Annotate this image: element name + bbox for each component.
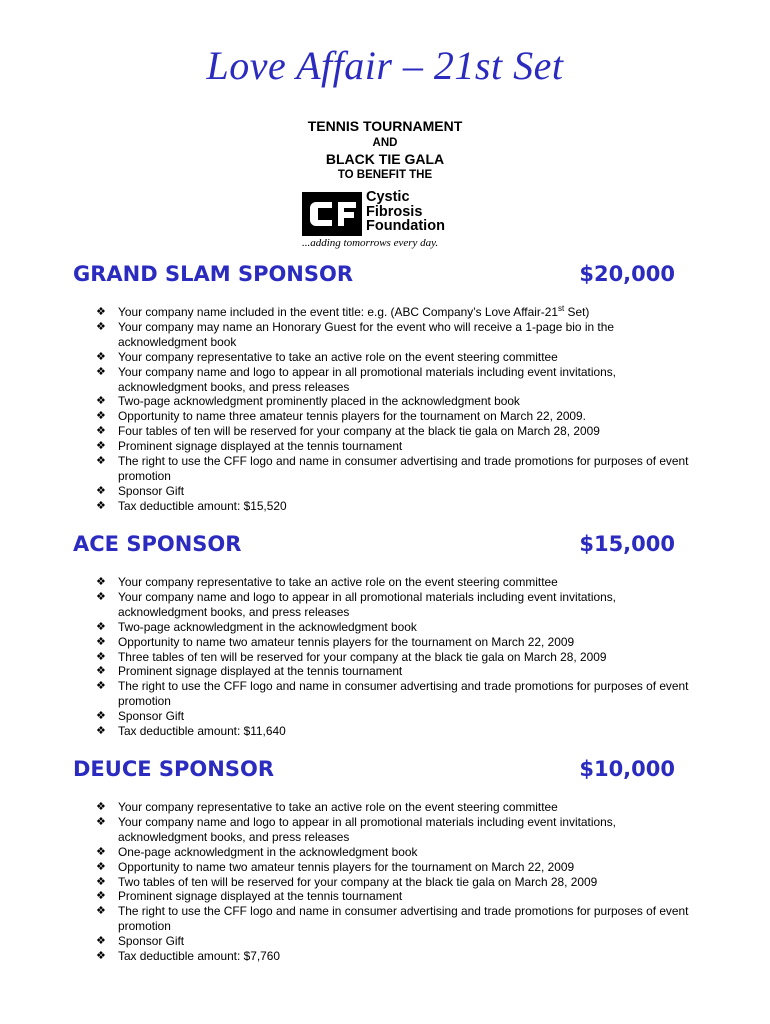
page-title: Love Affair – 21st Set [206, 43, 564, 88]
diamond-bullet-icon: ❖ [96, 845, 106, 858]
list-item-text: Tax deductible amount: $11,640 [118, 724, 286, 739]
list-item-text: Four tables of ten will be reserved for your company at the black tie gala on March 28, 2009 [118, 424, 600, 439]
cf-mark-icon [302, 192, 362, 236]
list-item [96, 454, 696, 484]
list-item [96, 394, 696, 409]
list-item [96, 800, 696, 815]
list-item-text: One-page acknowledgment in the acknowledgment book [118, 844, 418, 859]
diamond-bullet-icon: ❖ [96, 635, 106, 648]
diamond-bullet-icon: ❖ [96, 680, 106, 693]
section-header-ace [73, 532, 675, 560]
list-item [96, 679, 696, 709]
list-item-text: The right to use the CFF logo and name in consumer advertising and trade promotions for purposes of event promotion [118, 904, 689, 934]
list-item-text: Opportunity to name two amateur tennis players for the tournament on March 22, 2009 [118, 859, 575, 874]
list-item [96, 815, 696, 845]
event-line-benefit: TO BENEFIT THE [337, 169, 433, 181]
diamond-bullet-icon: ❖ [96, 815, 106, 828]
diamond-bullet-icon: ❖ [96, 935, 106, 948]
list-item-text: Three tables of ten will be reserved for your company at the black tie gala on March 28, 2009 [118, 649, 607, 664]
section-header-grand-slam [73, 262, 675, 290]
list-item-text: Two-page acknowledgment prominently placed in the acknowledgment book [118, 394, 520, 409]
list-item-text: Opportunity to name three amateur tennis players for the tournament on March 22, 2009. [118, 409, 586, 424]
diamond-bullet-icon: ❖ [96, 440, 106, 453]
cff-logo-name [366, 190, 445, 234]
list-item-text: Your company representative to take an active role on the event steering committee [118, 575, 558, 589]
diamond-bullet-icon: ❖ [96, 425, 106, 438]
diamond-bullet-icon: ❖ [96, 801, 106, 813]
event-line-tennis: TENNIS TOURNAMENT [307, 118, 463, 134]
list-item [96, 575, 696, 590]
list-item-text: Prominent signage displayed at the tennis tournament [118, 439, 403, 454]
diamond-bullet-icon: ❖ [96, 455, 106, 468]
diamond-bullet-icon: ❖ [96, 710, 106, 723]
event-line-gala: BLACK TIE GALA [325, 151, 445, 167]
diamond-bullet-icon: ❖ [96, 306, 106, 318]
list-item-text: The right to use the CFF logo and name in consumer advertising and trade promotions for purposes of event promotion [118, 454, 689, 483]
list-item-text: Your company may name an Honorary Guest for the event who will receive a 1-page bio in the acknowledgment book [118, 319, 614, 349]
section-price: $15,000 [579, 532, 675, 556]
list-item-text: Sponsor Gift [118, 934, 185, 949]
benefit-list-deuce [96, 800, 696, 964]
logo-name-line: Foundation [366, 218, 445, 234]
diamond-bullet-icon: ❖ [96, 320, 106, 333]
list-item [96, 620, 696, 635]
list-item [96, 439, 696, 454]
section-name: DEUCE SPONSOR [73, 757, 274, 781]
list-item [96, 845, 696, 860]
list-item-text: Sponsor Gift [118, 483, 185, 498]
list-item-text: Opportunity to name two amateur tennis players for the tournament on March 22, 2009 [118, 634, 575, 649]
list-item [96, 424, 696, 439]
list-item [96, 889, 696, 904]
list-item [96, 724, 696, 739]
diamond-bullet-icon: ❖ [96, 665, 106, 678]
list-item [96, 409, 696, 424]
list-item [96, 484, 696, 499]
list-item [96, 934, 696, 949]
section-price: $10,000 [579, 757, 675, 781]
list-item [96, 590, 696, 620]
section-price: $20,000 [579, 262, 675, 286]
list-item-text: Your company name and logo to appear in all promotional materials including event invitations, acknowledgment books, and press releases [118, 814, 616, 844]
list-item-text: Your company representative to take an active role on the event steering committee [118, 800, 558, 814]
event-line-and: AND [372, 137, 398, 149]
list-item-text: Tax deductible amount: $7,760 [118, 949, 280, 964]
diamond-bullet-icon: ❖ [96, 576, 106, 588]
diamond-bullet-icon: ❖ [96, 650, 106, 663]
list-item [96, 904, 696, 934]
list-item-text: Tax deductible amount: $15,520 [118, 498, 287, 513]
section-name: ACE SPONSOR [73, 532, 242, 556]
list-item-text: The right to use the CFF logo and name in consumer advertising and trade promotions for purposes of event promotion [118, 679, 689, 709]
list-item [96, 875, 696, 890]
diamond-bullet-icon: ❖ [96, 350, 106, 363]
diamond-bullet-icon: ❖ [96, 950, 106, 963]
logo-name-line: Cystic [366, 189, 410, 205]
list-item-text: Your company representative to take an active role on the event steering committee [118, 349, 558, 364]
list-item-text: Your company name included in the event title: e.g. (ABC Company’s Love Affair-21st Set) [118, 304, 590, 319]
section-header-deuce [73, 757, 675, 785]
list-item-text: Your company name and logo to appear in all promotional materials including event invitations, acknowledgment books, and press releases [118, 364, 616, 394]
cff-tagline: ...adding tomorrows every day. [302, 237, 439, 249]
cff-logo [302, 189, 472, 250]
list-item [96, 650, 696, 665]
list-item-text: Sponsor Gift [118, 709, 185, 724]
list-item [96, 860, 696, 875]
list-item [96, 949, 696, 964]
list-item-text: Two tables of ten will be reserved for your company at the black tie gala on March 28, 2009 [118, 874, 598, 889]
list-item [96, 499, 696, 514]
benefit-list-grand-slam [96, 305, 696, 514]
diamond-bullet-icon: ❖ [96, 725, 106, 738]
list-item [96, 350, 696, 365]
list-item [96, 365, 696, 395]
superscript: st [558, 304, 565, 314]
diamond-bullet-icon: ❖ [96, 875, 106, 888]
list-item [96, 635, 696, 650]
list-item-text: Your company name and logo to appear in all promotional materials including event invitations, acknowledgment books, and press releases [118, 589, 616, 619]
diamond-bullet-icon: ❖ [96, 499, 106, 512]
list-item [96, 320, 696, 350]
diamond-bullet-icon: ❖ [96, 410, 106, 423]
diamond-bullet-icon: ❖ [96, 365, 106, 378]
list-item [96, 709, 696, 724]
diamond-bullet-icon: ❖ [96, 395, 106, 408]
list-item [96, 664, 696, 679]
list-item-text: Prominent signage displayed at the tennis tournament [118, 664, 403, 679]
logo-name-line: Fibrosis [366, 203, 423, 220]
diamond-bullet-icon: ❖ [96, 620, 106, 633]
diamond-bullet-icon: ❖ [96, 890, 106, 903]
list-item-text: Prominent signage displayed at the tennis tournament [118, 889, 403, 904]
diamond-bullet-icon: ❖ [96, 905, 106, 918]
list-item [96, 305, 696, 320]
diamond-bullet-icon: ❖ [96, 484, 106, 497]
diamond-bullet-icon: ❖ [96, 860, 106, 873]
list-item-text: Two-page acknowledgment in the acknowledgment book [118, 619, 417, 634]
section-name: GRAND SLAM SPONSOR [73, 262, 354, 286]
diamond-bullet-icon: ❖ [96, 590, 106, 603]
benefit-list-ace [96, 575, 696, 739]
